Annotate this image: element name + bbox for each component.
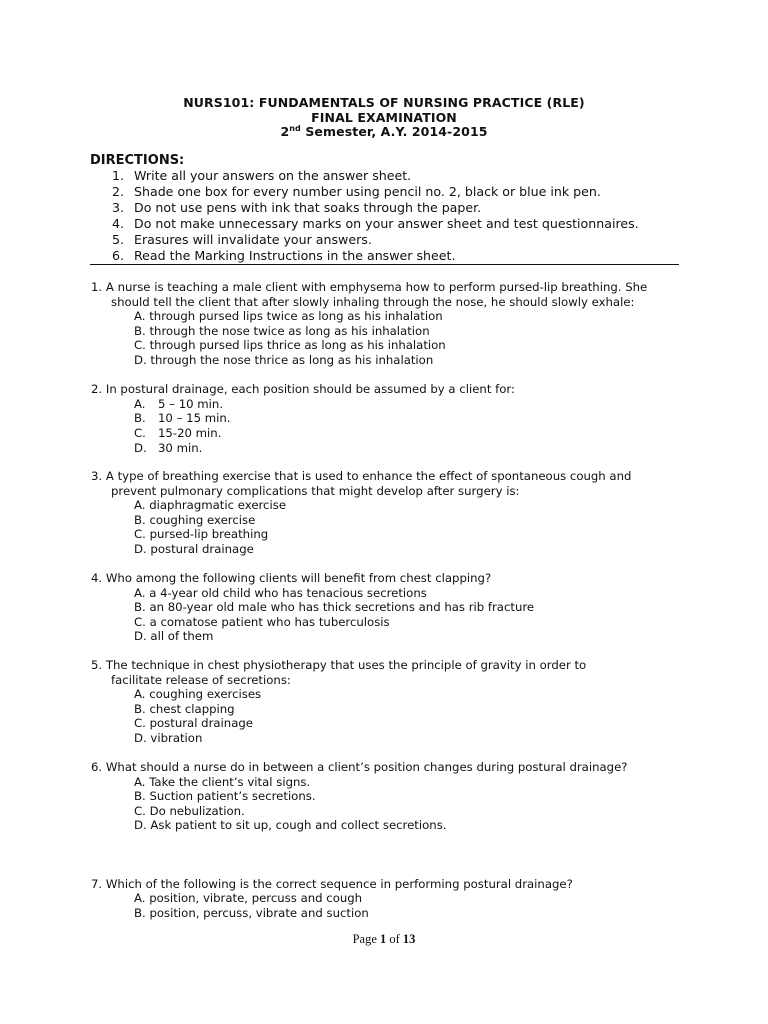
exam-title: FINAL EXAMINATION bbox=[311, 110, 457, 125]
question-6-option-d: D. Ask patient to sit up, cough and collect secretions. bbox=[134, 818, 447, 832]
question-6-option-b: B. Suction patient’s secretions. bbox=[134, 789, 316, 803]
semester-line: 2nd Semester, A.Y. 2014-2015 bbox=[280, 124, 488, 140]
question-6-option-a: A. Take the client’s vital signs. bbox=[134, 775, 311, 789]
question-6: 6. What should a nurse do in between a client’s position changes during postural drainage? bbox=[91, 760, 628, 774]
question-2-option-c: C. 15-20 min. bbox=[134, 426, 222, 440]
question-7-option-a: A. position, vibrate, percuss and cough bbox=[134, 891, 363, 905]
question-7: 7. Which of the following is the correct sequence in performing postural drainage? bbox=[91, 877, 573, 891]
question-5: 5. The technique in chest physiotherapy that uses the principle of gravity in order to bbox=[91, 658, 587, 672]
question-2-option-d: D. 30 min. bbox=[134, 441, 203, 455]
question-1-option-b: B. through the nose twice as long as his inhalation bbox=[134, 324, 430, 338]
question-4-option-c: C. a comatose patient who has tuberculosis bbox=[134, 615, 390, 629]
question-3: 3. A type of breathing exercise that is used to enhance the effect of spontaneous cough and bbox=[91, 469, 632, 483]
question-2: 2. In postural drainage, each position should be assumed by a client for: bbox=[91, 382, 515, 396]
question-1-cont: should tell the client that after slowly inhaling through the nose, he should slowly exhale: bbox=[111, 295, 635, 309]
question-3-option-a: A. diaphragmatic exercise bbox=[134, 498, 287, 512]
question-5-option-b: B. chest clapping bbox=[134, 702, 235, 716]
question-3-option-c: C. pursed-lip breathing bbox=[134, 527, 269, 541]
question-1-option-d: D. through the nose thrice as long as his inhalation bbox=[134, 353, 434, 367]
direction-item: 4. Do not make unnecessary marks on your answer sheet and test questionnaires. bbox=[112, 216, 639, 231]
question-4-option-b: B. an 80-year old male who has thick secretions and has rib fracture bbox=[134, 600, 535, 614]
question-1-option-c: C. through pursed lips thrice as long as his inhalation bbox=[134, 338, 446, 352]
question-3-option-b: B. coughing exercise bbox=[134, 513, 256, 527]
question-6-option-c: C. Do nebulization. bbox=[134, 804, 245, 818]
question-7-option-b: B. position, percuss, vibrate and suction bbox=[134, 906, 369, 920]
question-4-option-a: A. a 4-year old child who has tenacious secretions bbox=[134, 586, 427, 600]
page-number: Page 1 of 13 bbox=[352, 932, 416, 946]
question-3-cont: prevent pulmonary complications that might develop after surgery is: bbox=[111, 484, 520, 498]
direction-item: 6. Read the Marking Instructions in the answer sheet. bbox=[112, 248, 456, 263]
question-5-option-c: C. postural drainage bbox=[134, 716, 253, 730]
question-4: 4. Who among the following clients will benefit from chest clapping? bbox=[91, 571, 492, 585]
question-5-option-d: D. vibration bbox=[134, 731, 203, 745]
question-1-option-a: A. through pursed lips twice as long as his inhalation bbox=[134, 309, 443, 323]
direction-item: 3. Do not use pens with ink that soaks through the paper. bbox=[112, 200, 482, 215]
direction-item: 1. Write all your answers on the answer sheet. bbox=[112, 168, 412, 183]
direction-item: 5. Erasures will invalidate your answers. bbox=[112, 232, 372, 247]
question-1: 1. A nurse is teaching a male client with emphysema how to perform pursed-lip breathing. She bbox=[91, 280, 648, 294]
directions-title: DIRECTIONS: bbox=[90, 153, 185, 168]
question-2-option-b: B. 10 – 15 min. bbox=[134, 411, 231, 425]
question-5-cont: facilitate release of secretions: bbox=[111, 673, 291, 687]
question-5-option-a: A. coughing exercises bbox=[134, 687, 262, 701]
section-divider bbox=[90, 264, 679, 265]
course-title: NURS101: FUNDAMENTALS OF NURSING PRACTICE (RLE) bbox=[183, 95, 585, 110]
direction-item: 2. Shade one box for every number using pencil no. 2, black or blue ink pen. bbox=[112, 184, 601, 199]
question-4-option-d: D. all of them bbox=[134, 629, 214, 643]
question-3-option-d: D. postural drainage bbox=[134, 542, 254, 556]
question-2-option-a: A. 5 – 10 min. bbox=[134, 397, 224, 411]
